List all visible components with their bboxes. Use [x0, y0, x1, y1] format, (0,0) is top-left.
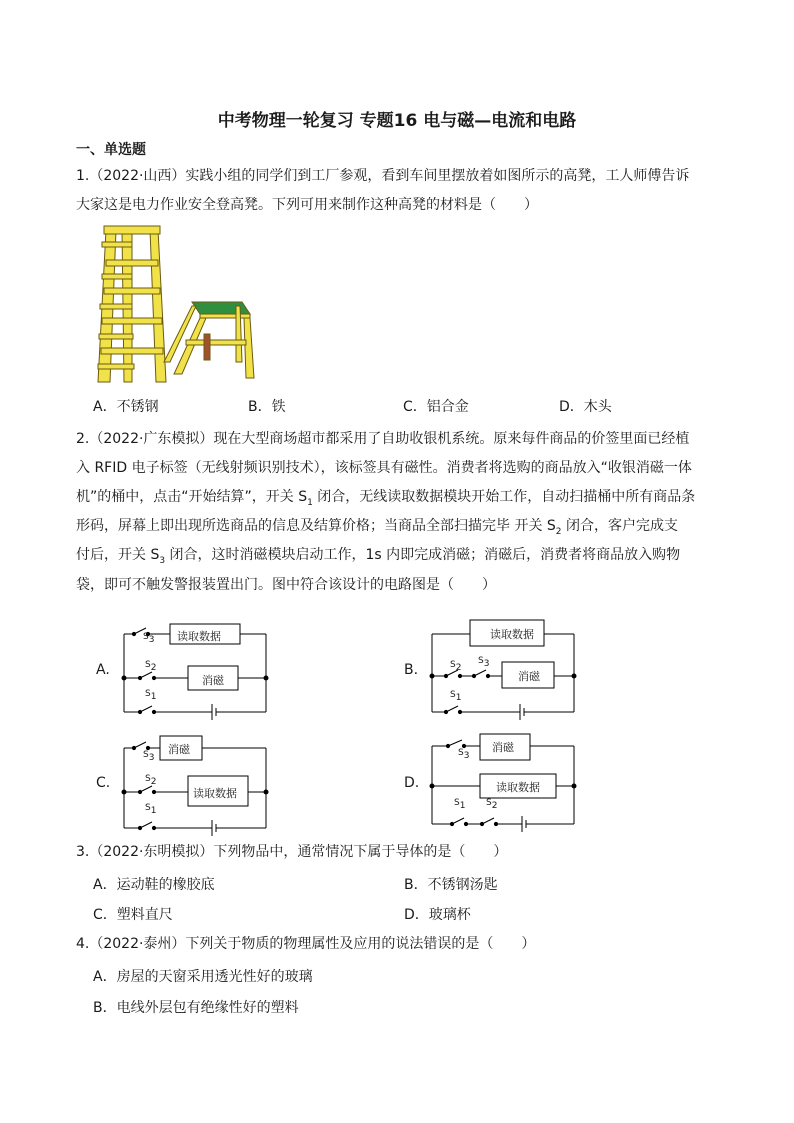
- circuit-b-s3-label: $S_3$: [478, 656, 490, 669]
- q1-option-c[interactable]: C．铝合金: [403, 399, 469, 415]
- stool-brace: [204, 334, 210, 360]
- circuit-d-read-box: 读取数据: [496, 781, 540, 794]
- ladder-rung: [98, 364, 134, 369]
- q2-option-c-label[interactable]: C.: [96, 775, 111, 791]
- q2-line-1: 2.（2022·广东模拟）现在大型商场超市都采用了自助收银机系统。原来每件商品的价签里面已经植: [76, 431, 690, 447]
- q1-line-1: 1.（2022·山西）实践小组的同学们到工厂参观，看到车间里摆放着如图所示的高凳，工人师傅告诉: [76, 168, 690, 184]
- circuit-d-s3-label: $S_3$: [458, 748, 470, 761]
- circuit-a-s3-label: $S_3$: [143, 632, 155, 645]
- stool-leg: [174, 318, 206, 374]
- ladder-rung: [99, 334, 133, 339]
- circuit-c-s3-label: $S_3$: [143, 750, 155, 763]
- q2-option-b-label[interactable]: B.: [404, 662, 419, 678]
- circuit-c-s1-label: $S_1$: [145, 803, 157, 816]
- circuit-a-demag-box: 消磁: [202, 674, 224, 687]
- circuit-a-s2-label: $S_2$: [145, 660, 157, 673]
- circuit-d-s2-label: $S_2$: [486, 798, 498, 811]
- section-heading: 一、单选题: [76, 142, 146, 158]
- circuit-a-s1-label: $S_1$: [145, 689, 157, 702]
- circuit-a-read-box: 读取数据: [177, 630, 221, 643]
- q3-option-c[interactable]: C．塑料直尺: [93, 907, 173, 923]
- q3-option-d[interactable]: D．玻璃杯: [404, 907, 471, 923]
- circuit-b-read-box: 读取数据: [490, 628, 534, 641]
- page-title: 中考物理一轮复习 专题16 电与磁—电流和电路: [217, 111, 577, 131]
- circuit-b-s2-label: $S_2$: [450, 660, 462, 673]
- circuit-d-s1-label: $S_1$: [454, 798, 466, 811]
- q1-option-a[interactable]: A．不锈钢: [93, 399, 159, 415]
- q2-option-a-label[interactable]: A.: [96, 662, 110, 678]
- q2-line-5: 付后，开关 $S_3$ 闭合，这时消磁模块启动工作，1s 内即完成消磁；消磁后，消费者将商品放入购物: [76, 547, 681, 566]
- stool-leg: [244, 318, 254, 378]
- ladder-leg-right: [150, 230, 166, 382]
- circuit-c-s2-label: $S_2$: [145, 774, 157, 787]
- stool-top: [192, 302, 250, 314]
- q2-line-6: 袋，即可不触发警报装置出门。图中符合该设计的电路图是（ ）: [76, 577, 496, 593]
- q3-line-1: 3.（2022·东明模拟）下列物品中，通常情况下属于导体的是（ ）: [76, 844, 508, 860]
- stool-top-edge: [200, 314, 250, 318]
- circuit-d-demag-box: 消磁: [492, 741, 514, 754]
- ladder-rung: [102, 318, 162, 324]
- q4-option-a[interactable]: A．房屋的天窗采用透光性好的玻璃: [93, 969, 313, 985]
- circuit-c-demag-box: 消磁: [168, 743, 190, 756]
- ladder-top: [104, 226, 160, 234]
- q3-option-a[interactable]: A．运动鞋的橡胶底: [93, 877, 215, 893]
- q1-line-2: 大家这是电力作业安全登高凳。下列可用来制作这种高凳的材料是（ ）: [76, 197, 538, 213]
- stool-rung: [186, 340, 246, 345]
- q2-line-3: 机”的桶中，点击“开始结算”，开关 $S_1$ 闭合，无线读取数据模块开始工作，自动扫描桶中所有商品条: [76, 489, 696, 508]
- circuit-b-demag-box: 消磁: [518, 670, 540, 683]
- q2-line-4: 形码，屏幕上即出现所选商品的信息及结算价格；当商品全部扫描完毕 开关 $S_2$ 闭合，客户完成支: [76, 518, 678, 537]
- ladder-rung: [100, 304, 132, 309]
- q4-line-1: 4.（2022·泰州）下列关于物质的物理属性及应用的说法错误的是（ ）: [76, 936, 536, 952]
- ladder-rung: [106, 260, 158, 266]
- q3-option-b[interactable]: B．不锈钢汤匙: [404, 877, 498, 893]
- circuit-b-s1-label: $S_1$: [450, 690, 462, 703]
- ladder-rung: [102, 242, 132, 247]
- q1-option-b[interactable]: B．铁: [248, 399, 286, 415]
- ladder-rung: [102, 274, 132, 279]
- circuit-c-read-box: 读取数据: [193, 787, 237, 800]
- q1-option-d[interactable]: D．木头: [559, 399, 612, 415]
- ladder-stool-figure: [92, 222, 272, 386]
- q2-option-d-label[interactable]: D.: [404, 775, 420, 791]
- ladder-rung: [101, 348, 163, 354]
- ladder-rung: [104, 288, 160, 294]
- q2-line-2: 入 RFID 电子标签（无线射频识别技术），该标签具有磁性。消费者将选购的商品放入“收银消磁一体: [76, 460, 692, 476]
- q4-option-b[interactable]: B．电线外层包有绝缘性好的塑料: [93, 1000, 299, 1016]
